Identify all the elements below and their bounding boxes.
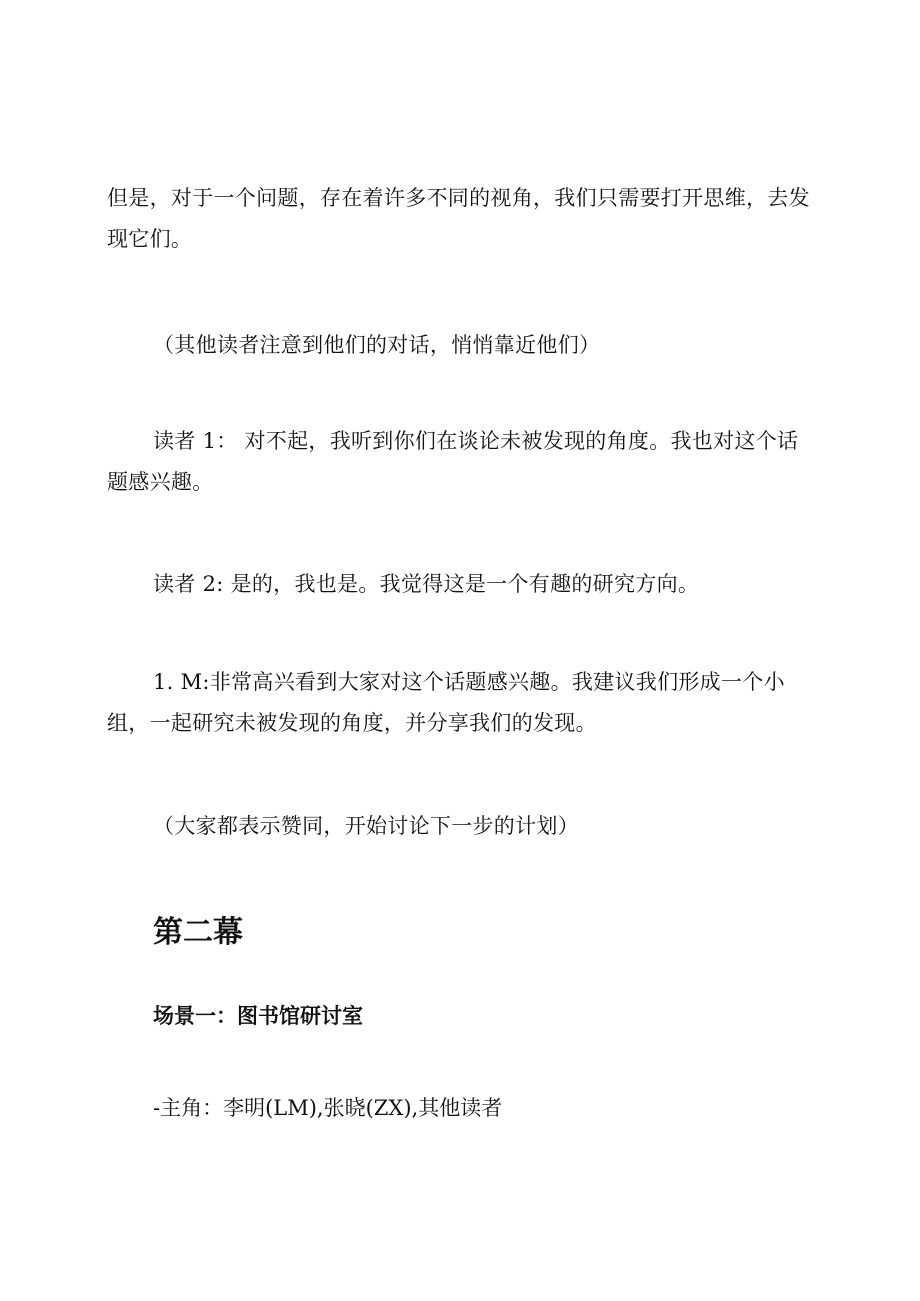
- roles-line: -主角：李明(LM),张晓(ZX),其他读者: [153, 1096, 503, 1120]
- dialogue-reader-1: 读者 1： 对不起，我听到你们在谈论未被发现的角度。我也对这个话题感兴趣。: [107, 429, 799, 494]
- scene-heading: 场景一：图书馆研讨室: [153, 1004, 363, 1028]
- stage-direction-readers-approach: （其他读者注意到他们的对话，悄悄靠近他们）: [153, 333, 601, 357]
- act-heading: 第二幕: [153, 915, 243, 950]
- dialogue-reader-2: 读者 2: 是的，我也是。我觉得这是一个有趣的研究方向。: [153, 572, 700, 596]
- dialogue-lm-proposal: 1. M:非常高兴看到大家对这个话题感兴趣。我建议我们形成一个小组，一起研究未被发现的角度，并分享我们的发现。: [107, 670, 785, 735]
- stage-direction-agreement: （大家都表示赞同，开始讨论下一步的计划）: [153, 814, 579, 838]
- paragraph-perspectives: 但是，对于一个问题，存在着许多不同的视角，我们只需要打开思维，去发现它们。: [107, 186, 810, 251]
